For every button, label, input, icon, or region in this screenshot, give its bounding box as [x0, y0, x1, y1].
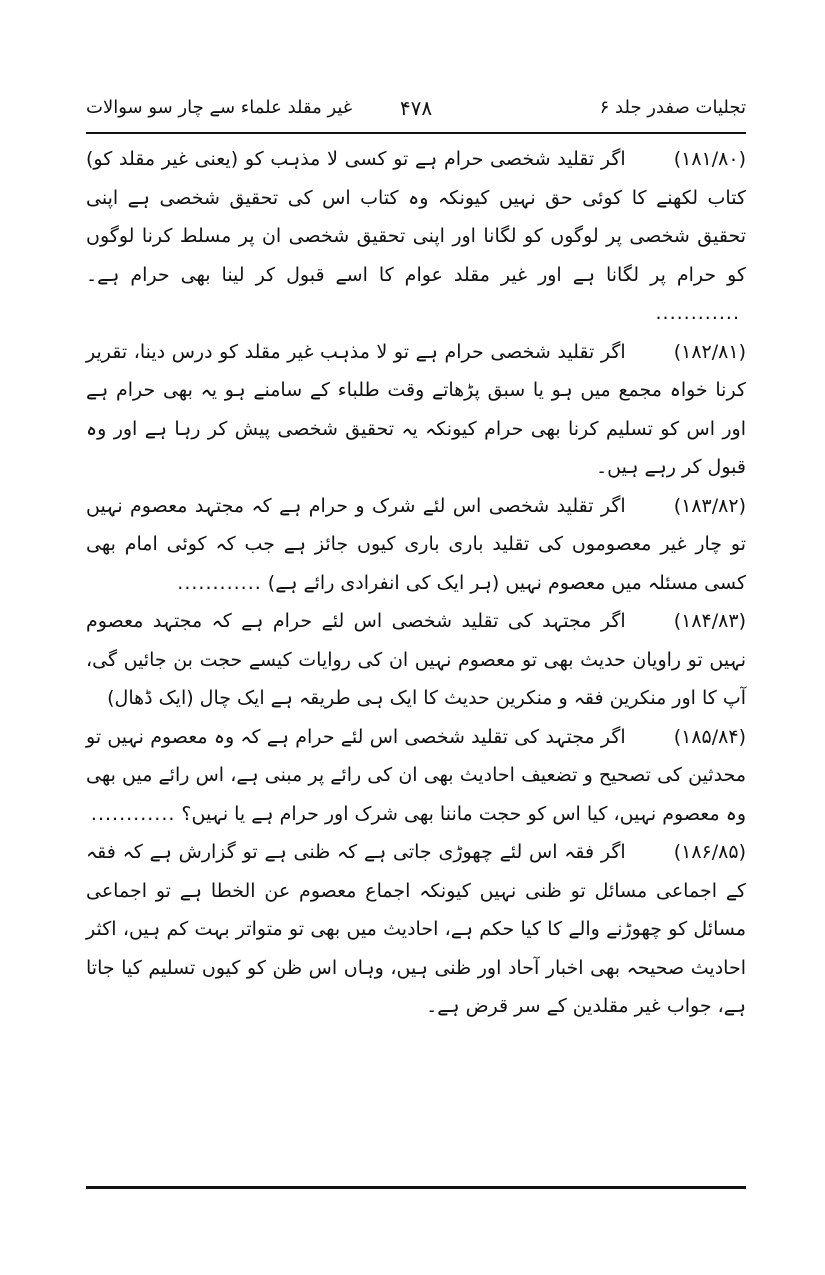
question-text: اگر مجتہد کی تقلید شخصی اس لئے حرام ہے کہ مجتہد معصوم نہیں تو راویان حدیث بھی تو معصوم نہیں ان کی روایات کیسے حجت بن جائیں گی، آپ کا اور منکرین فقہ و منکرین حدیث کا ایک ہی طریقہ ہے ایک چال (ایک ڈھال): [86, 610, 746, 709]
trailing-dots: ............: [177, 571, 262, 594]
question-paragraph: [86, 718, 746, 834]
page-number: ۴۷۸: [399, 96, 433, 120]
header-rule: [86, 132, 746, 134]
book-title: تجلیات صفدر جلد ۶: [599, 97, 746, 118]
question-number: (۱۸۱/۸۰): [673, 148, 746, 170]
trailing-dots: ............: [655, 302, 740, 324]
question-text: اگر مجتہد کی تقلید شخصی اس لئے حرام ہے کہ وہ معصوم نہیں تو محدثین کی تصحیح و تضعیف احادیث بھی ان کی رائے پر مبنی ہے، اس رائے میں بھی وہ معصوم نہیں، کیا اس کو حجت ماننا بھی شرک اور حرام ہے یا نہیں؟: [86, 725, 746, 825]
question-text: اگر تقلید شخصی اس لئے شرک و حرام ہے کہ مجتہد معصوم نہیں تو چار غیر معصوموں کی تقلید باری باری کیوں جائز ہے جب کہ کوئی امام بھی کسی مسئلہ میں معصوم نہیں (ہر ایک کی انفرادی رائے ہے): [86, 494, 746, 594]
chapter-topic: غیر مقلد علماء سے چار سو سوالات: [86, 97, 353, 118]
page-header: [86, 92, 746, 132]
body-text: [86, 140, 746, 1026]
question-number: (۱۸۲/۸۱): [673, 340, 746, 363]
question-text: اگر فقہ اس لئے چھوڑی جاتی ہے کہ ظنی ہے تو گزارش ہے کہ فقہ کے اجماعی مسائل تو ظنی نہیں کیونکہ اجماع معصوم عن الخطا ہے تو اجماعی مسائل کو چھوڑنے والے کا کیا حکم ہے، احادیث میں بھی تو متواتر بہت کم ہیں، اکثر احادیث صحیحہ بھی اخبار آحاد اور ظنی ہیں، وہاں اس ظن کو کیوں تسلیم کیا جاتا ہے، جواب غیر مقلدین کے سر قرض ہے۔: [86, 841, 746, 1017]
footer-rule: [86, 1186, 746, 1189]
question-paragraph: [86, 833, 746, 1026]
question-paragraph: [86, 602, 746, 718]
question-paragraph: [86, 333, 746, 487]
question-number: (۱۸۴/۸۳): [673, 610, 746, 632]
question-number: (۱۸۶/۸۵): [673, 841, 746, 863]
question-number: (۱۸۵/۸۴): [673, 725, 746, 748]
question-text: اگر تقلید شخصی حرام ہے تو کسی لا مذہب کو (یعنی غیر مقلد کو) کتاب لکھنے کا کوئی حق نہیں کیونکہ وہ کتاب اس کی تحقیق شخصی ہے اپنی تحقیق شخصی پر لوگوں کو لگانا اور اپنی تحقیق شخصی ان پر مسلط کرنا لوگوں کو حرام پر لگانا ہے اور غیر مقلد عوام کا اسے قبول کر لینا بھی حرام ہے۔: [86, 148, 746, 286]
question-paragraph: [86, 140, 746, 333]
question-number: (۱۸۳/۸۲): [673, 494, 746, 517]
question-paragraph: [86, 487, 746, 603]
trailing-dots: ............: [90, 802, 176, 825]
question-text: اگر تقلید شخصی حرام ہے تو لا مذہب غیر مقلد کو درس دینا، تقریر کرنا خواہ مجمع میں ہو یا سبق پڑھاتے وقت طلباء کے سامنے ہو یہ بھی حرام ہے اور اس کو تسلیم کرنا بھی حرام کیونکہ یہ تحقیق شخصی پیش کر رہا ہے اور وہ قبول کر رہے ہیں۔: [86, 340, 746, 478]
